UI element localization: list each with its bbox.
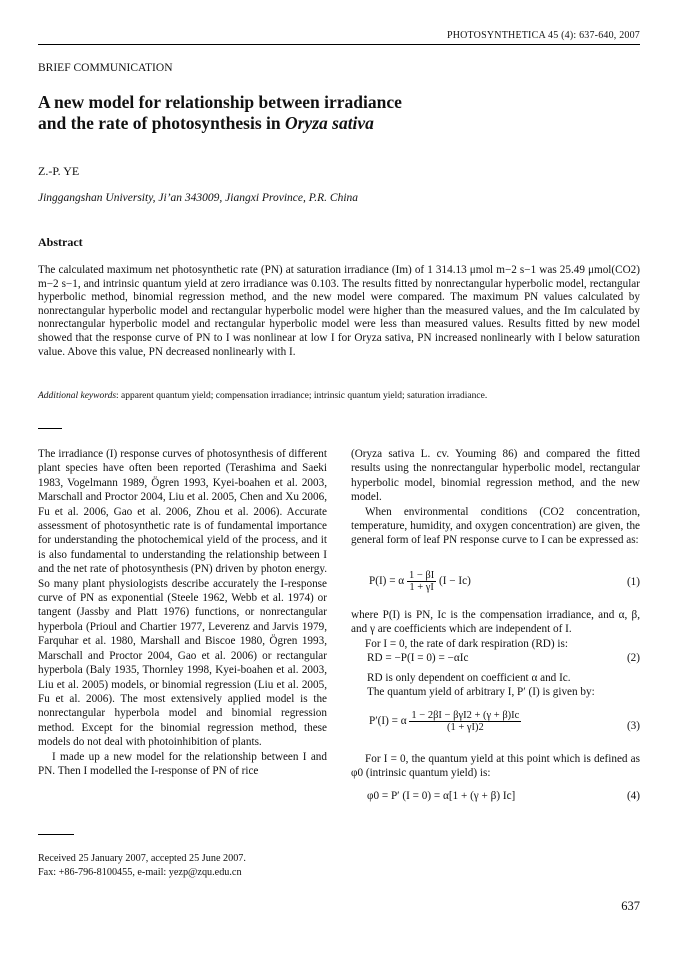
section-label: BRIEF COMMUNICATION: [38, 62, 173, 74]
right-paragraph-7: For I = 0, the quantum yield at this point which is defined as φ0 (intrinsic quantum yield) is:: [351, 753, 640, 780]
authors: Z.-P. YE: [38, 164, 80, 178]
right-paragraph-1: (Oryza sativa L. cv. Youming 86) and compared the fitted results using the nonrectangular hyperbolic model, rectangular hyperbolic model, binomial regression method, and the new model.: [351, 448, 640, 504]
keywords-text: apparent quantum yield; compensation irradiance; intrinsic quantum yield; saturation irradiance.: [121, 391, 488, 401]
footnote-rule: [38, 834, 74, 835]
footnote: [38, 852, 246, 879]
article-title: [38, 92, 598, 134]
affiliation: Jinggangshan University, Ji’an 343009, Jiangxi Province, P.R. China: [38, 192, 359, 204]
page-number: 637: [621, 899, 640, 913]
equation-3: P′(I) = α $\frac{\text{1 − 2βI − βγI2 + (γ + β)Ic}}{(1 + \gamma I)2}$ (3): [369, 710, 640, 733]
right-paragraph-5: RD is only dependent on coefficient α and Ic.: [367, 672, 571, 684]
journal-citation: PHOTOSYNTHETICA 45 (4): 637-640, 2007: [446, 30, 640, 41]
equation-2: RD = −P(I = 0) = −αIc (2): [367, 652, 640, 664]
eq3-fraction: $\frac{\text{1 − 2βI − βγI2 + (γ + β)Ic}}{(1 + \gamma I)2}$: [411, 710, 520, 733]
left-paragraph-1: The irradiance (I) response curves of photosynthesis of different plant species have often been reported (Terashima and Saeki 1983, Vogelmann 1989, Ögren 1993, Kyei-boahen et al. 2003, Marschall and Proctor 2004, Liu et al. 2005, Chen and Xu 2006, Fu et al. 2006, Gao et al. 2006, Zhou et al. 2006). Accurate assessment of photosynthetic rate is of fundamental importance for understanding the photochemical yield of the process, and it is also fundamental to understanding the relationship between I and the net rate of photosynthesis (PN) driven by photon energy. So many plant physiologists describe accurately the I-response curve of PN as exponential (Steele 1962, Webb et al. 1974) or tangent (Jassby and Platt 1976) functions, or nonrectangular hyperbola (Prioul and Chartier 1977, Leverenz and Jarvis 1979, Farquhar et al. 1980, Marshall and Biscoe 1980, Ögren 1993, Marschall and Proctor 2004, Gao et al. 2006) or rectangular hyperbola (Baly 1935, Thornley 1998, Kyei-boahen et al. 2003, Liu et al. 2005) models, or binomial regression (Liu et al. 2005, Fu et al. 2006). The most extensively applied model is the nonrectangular hyperbola model and binomial regression method. Except for the binomial regression method, these models do not deal with photoinhibition of plants.: [38, 448, 327, 749]
received-line: Received 25 January 2007, accepted 25 June 2007.: [38, 853, 246, 864]
left-paragraph-2: I made up a new model for the relationship between I and PN. Then I modelled the I-response of PN of rice: [38, 750, 327, 777]
body-separator: [38, 428, 62, 429]
right-column-mid-2: [351, 671, 640, 700]
equation-3-number: (3): [626, 720, 640, 732]
contact-line: Fax: +86-796-8100455, e-mail: yezp@zqu.edu.cn: [38, 866, 242, 878]
keywords: Additional keywords: apparent quantum yield; compensation irradiance; intrinsic quantum yield; saturation irradiance.: [38, 391, 488, 401]
right-paragraph-3: where P(I) is PN, Ic is the compensation irradiance, and α, β, and γ are coefficients which are independent of I.: [351, 609, 640, 636]
equation-1-number: (1): [626, 576, 640, 588]
equation-2-number: (2): [626, 652, 640, 664]
right-column-mid: [351, 608, 640, 651]
equation-4-number: (4): [626, 790, 640, 802]
title-line-2: and the rate of photosynthesis in Oryza sativa: [38, 113, 374, 133]
title-line-1: A new model for relationship between irradiance: [38, 92, 402, 112]
right-paragraph-2: When environmental conditions (CO2 concentration, temperature, humidity, and oxygen concentration) are given, the general form of leaf PN response curve to I can be expressed as:: [351, 505, 640, 547]
title-species: Oryza sativa: [284, 113, 374, 133]
abstract-heading: Abstract: [38, 235, 83, 249]
keywords-label: Additional keywords: [38, 391, 117, 401]
equation-1: P(I) = α $\frac{1 - \beta I}{1 + \gamma I}$ (I − Ic) (1): [369, 570, 640, 593]
right-column-intro: [351, 447, 640, 565]
abstract-text: The calculated maximum net photosynthetic rate (PN) at saturation irradiance (Im) of 1 314.13 μmol m−2 s−1 was 25.49 μmol(CO2) m−2 s−1, and intrinsic quantum yield at zero irradiance was 0.103. The results fitted by nonrectangular hyperbolic model, rectangular hyperbolic method, binomial regression method, and the new model were compared. The maximum PN values calculated by nonrectangular hyperbolic model and rectangular hyperbolic model were higher than the measured values, and the Im calculated by nonrectangular hyperbolic model and rectangular hyperbolic model were less than measured values. Results fitted by new model showed that the response curve of PN to I was nonlinear at low I for Oryza sativa, PN increased nonlinearly with I below saturation value. Above this value, PN decreased nonlinearly with I.: [38, 264, 640, 358]
equation-4: φ0 = P′ (I = 0) = α[1 + (γ + β) Ic] (4): [367, 790, 640, 802]
right-paragraph-6: The quantum yield of arbitrary I, P′ (I) is given by:: [367, 686, 595, 699]
right-paragraph-4: For I = 0, the rate of dark respiration (RD) is:: [365, 637, 568, 650]
left-column: [38, 447, 327, 778]
eq1-fraction: $\frac{1 - \beta I}{1 + \gamma I}$: [408, 570, 435, 593]
right-column-end: [351, 752, 640, 781]
header-rule: [38, 44, 640, 45]
